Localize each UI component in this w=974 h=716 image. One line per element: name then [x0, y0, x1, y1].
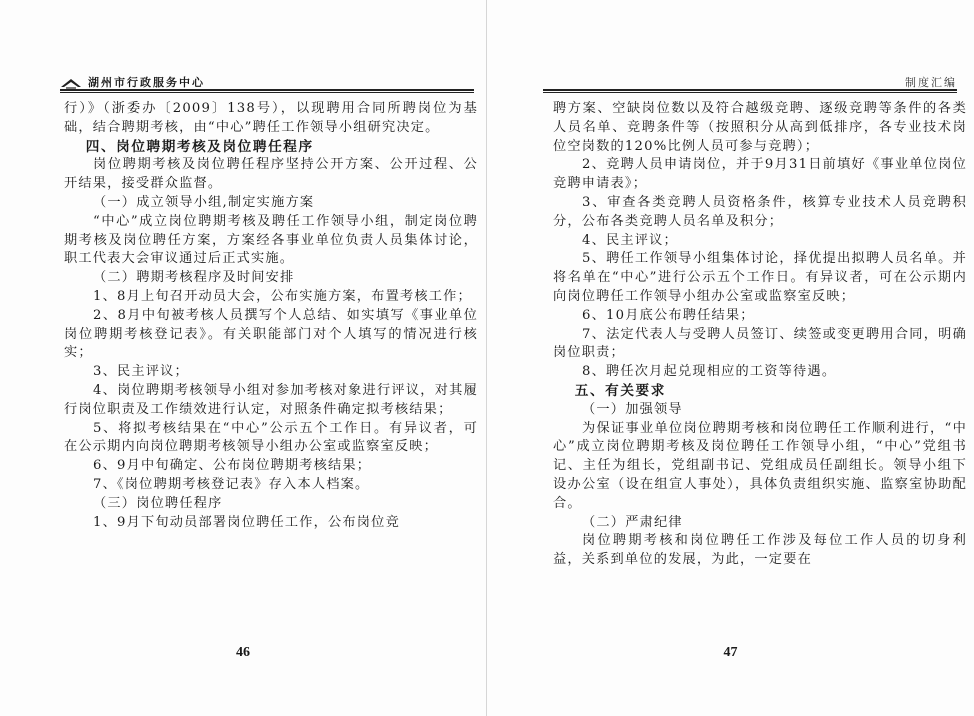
right-header-rule [543, 89, 957, 93]
subsection-heading: （一）成立领导小组,制定实施方案 [93, 194, 315, 210]
list-item: 2、8月中旬被考核人员撰写个人总结、如实填写《事业单位岗位聘期考核登记表》。有关职能部门对个人填写的情况进行核实； [64, 307, 478, 361]
right-page-number: 47 [723, 645, 738, 660]
list-item: 6、9月中旬确定、公布岗位聘期考核结果； [93, 458, 372, 474]
left-page-header [60, 68, 474, 90]
left-header-title: 湖州市行政服务中心 [88, 76, 205, 89]
list-item: 2、竞聘人员申请岗位，并于9月31日前填好《事业单位岗位竞聘申请表》； [553, 157, 967, 192]
list-item: 5、将拟考核结果在“中心”公示五个工作日。有异议者，可在公示期内向岗位聘期考核领导小组办公室或监察室反映； [64, 420, 478, 455]
list-item: 3、民主评议； [93, 364, 189, 380]
left-page-number: 46 [236, 645, 250, 660]
right-page [487, 0, 974, 716]
list-item: 5、聘任工作领导小组集体讨论，择优提出拟聘人员名单。并将名单在“中心”进行公示五个工作日。有异议者，可在公示期内向岗位聘任工作领导小组办公室或监察室反映； [553, 251, 967, 304]
list-item: 3、审查各类竞聘人员资格条件，核算专业技术人员竞聘积分，公布各类竞聘人员名单及积分； [553, 194, 967, 229]
paragraph: 为保证事业单位岗位聘期考核和岗位聘任工作顺利进行，“中心”成立岗位聘期考核及岗位聘任工作领导小组，“中心”党组书记、主任为组长，党组副书记、党组成员任副组长。领导小组下设办公室（设在组宣人事处），具体负责组织实施、监察室协助配合。 [553, 420, 967, 511]
subsection-heading: （三）岗位聘任程序 [93, 495, 223, 511]
right-header-title: 制度汇编 [905, 76, 957, 89]
subsection-heading: （一）加强领导 [582, 401, 683, 417]
list-item: 4、民主评议； [582, 232, 678, 248]
right-page-header [543, 68, 957, 90]
section-heading: 五、有关要求 [574, 382, 666, 399]
list-item: 7、法定代表人与受聘人员签订、续签或变更聘用合同，明确岗位职责； [553, 326, 967, 361]
subsection-heading: （二）聘期考核程序及时间安排 [93, 270, 295, 286]
paragraph: 岗位聘期考核和岗位聘任工作涉及每位工作人员的切身利益，关系到单位的发展，为此，一定要在 [553, 533, 967, 568]
building-roof-icon [60, 76, 82, 90]
list-item: 6、10月底公布聘任结果； [582, 307, 755, 323]
paragraph: 聘方案、空缺岗位数以及符合越级竞聘、逐级竞聘等条件的各类人员名单、竞聘条件等（按照积分从高到低排序，各专业技术岗位空岗数的120%比例人员可参与竞聘）； [553, 101, 967, 154]
list-item: 1、8月上旬召开动员大会，公布实施方案，布置考核工作； [93, 288, 472, 304]
paragraph: 行）》（浙委办〔2009〕138号），以现聘用合同所聘岗位为基础，结合聘期考核，由“中心”聘任工作领导小组研究决定。 [64, 101, 478, 135]
list-item: 1、9月下旬动员部署岗位聘任工作，公布岗位竞 [93, 514, 400, 530]
list-item: 8、聘任次月起兑现相应的工资等待遇。 [582, 364, 837, 380]
paragraph: “中心”成立岗位聘期考核及聘任工作领导小组，制定岗位聘期考核及岗位聘任方案，方案经各事业单位负责人员集体讨论，职工代表大会审议通过后正式实施。 [64, 213, 478, 267]
subsection-heading: （二）严肃纪律 [582, 514, 683, 530]
paragraph: 岗位聘期考核及岗位聘任程序坚持公开方案、公开过程、公开结果，接受群众监督。 [64, 157, 478, 192]
section-heading: 四、岗位聘期考核及岗位聘任程序 [85, 138, 314, 155]
left-page-body [64, 100, 478, 532]
list-item: 7、《岗位聘期考核登记表》存入本人档案。 [93, 476, 370, 492]
list-item: 4、岗位聘期考核领导小组对参加考核对象进行评议，对其履行岗位职责及工作绩效进行认定，对照条件确定拟考核结果； [64, 382, 478, 417]
right-page-body [553, 100, 967, 570]
left-header-rule [60, 89, 474, 93]
